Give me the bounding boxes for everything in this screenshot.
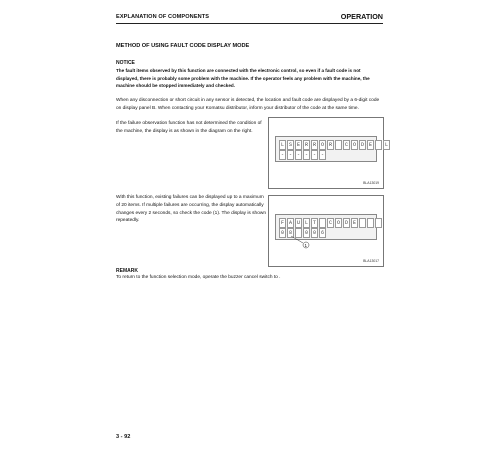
figure-display-fault-code bbox=[268, 195, 384, 267]
header-chapter-title: OPERATION bbox=[340, 12, 383, 21]
display-cell: - bbox=[320, 152, 324, 158]
display-cell: - bbox=[296, 152, 300, 158]
display-cell: - bbox=[304, 152, 308, 158]
display-cell: A bbox=[288, 220, 292, 226]
figure-code: BLA13017 bbox=[363, 259, 379, 263]
display-cell: L bbox=[384, 142, 388, 148]
header-divider bbox=[116, 23, 383, 24]
display-cell: L bbox=[280, 142, 284, 148]
display-cell: 8 bbox=[288, 230, 292, 236]
remark-heading: REMARK bbox=[116, 268, 138, 274]
display-cell: 0 bbox=[280, 230, 284, 236]
page-number: 3 - 92 bbox=[116, 434, 131, 440]
display-cell: 6 bbox=[320, 230, 324, 236]
header-section-title: EXPLANATION OF COMPONENTS bbox=[116, 14, 210, 20]
display-cell: - bbox=[280, 152, 284, 158]
display-cell: - bbox=[288, 152, 292, 158]
display-cell: S bbox=[288, 142, 292, 148]
display-cell bbox=[375, 140, 382, 150]
display-cell: L bbox=[304, 220, 308, 226]
display-cell: O bbox=[320, 142, 324, 148]
display-cell: 0 bbox=[304, 230, 308, 236]
figure-display-no-fault bbox=[268, 117, 388, 189]
display-cell bbox=[335, 140, 342, 150]
display-cell: R bbox=[312, 142, 316, 148]
callout-leader bbox=[269, 196, 383, 266]
display-cell: R bbox=[304, 142, 308, 148]
notice-heading: NOTICE bbox=[116, 60, 135, 66]
display-cell: C bbox=[328, 220, 332, 226]
remark-text bbox=[116, 275, 281, 280]
display-cell: 0 bbox=[312, 230, 316, 236]
display-cell: E bbox=[296, 142, 300, 148]
display-cell: O bbox=[352, 142, 356, 148]
display-cell: E bbox=[368, 142, 372, 148]
display-cell: D bbox=[360, 142, 364, 148]
display-panel bbox=[275, 136, 388, 162]
display-cell: O bbox=[336, 220, 340, 226]
display-cell: R bbox=[328, 142, 332, 148]
callout-number: 1 bbox=[304, 242, 308, 248]
display-cell: E bbox=[352, 220, 356, 226]
display-cell: F bbox=[280, 220, 284, 226]
paragraph-fault-detection: When any disconnection or short circuit in any sensor is detected, the location and fault code are displayed by a 6-digit code on display panel B. When contacting your Komatsu distributor, inform your distributor of the code at the same time. bbox=[116, 98, 380, 111]
paragraph-no-condition: If the failure observation function has not determined the condition of the machine, the display is as shown in the diagram on the right. bbox=[116, 121, 262, 134]
remark-text-body: To return to the function selection mode, operate the buzzer cancel switch to . bbox=[116, 275, 281, 280]
display-row-2 bbox=[279, 150, 326, 160]
display-cell: - bbox=[312, 152, 316, 158]
display-cell: T bbox=[312, 220, 316, 226]
page-title: METHOD OF USING FAULT CODE DISPLAY MODE bbox=[116, 43, 250, 49]
notice-text: The fault items observed by this function are connected with the electronic control, so even if a fault code is not displayed, there is probably some problem with the machine. If the operator feels any problem with the machine, the machine should be stopped immediately and checked. bbox=[116, 68, 370, 88]
display-cell: U bbox=[296, 220, 300, 226]
display-row-1 bbox=[279, 140, 390, 150]
figure-code: BLA13019 bbox=[363, 181, 379, 185]
display-cell: C bbox=[344, 142, 348, 148]
display-cell: D bbox=[344, 220, 348, 226]
paragraph-multiple-failures: With this function, existing failures can be displayed up to a maximum of 20 items. If multiple failures are occurring, the display automatically changes every 2 seconds, so check the code (1). The display is shown repeatedly. bbox=[116, 195, 267, 224]
